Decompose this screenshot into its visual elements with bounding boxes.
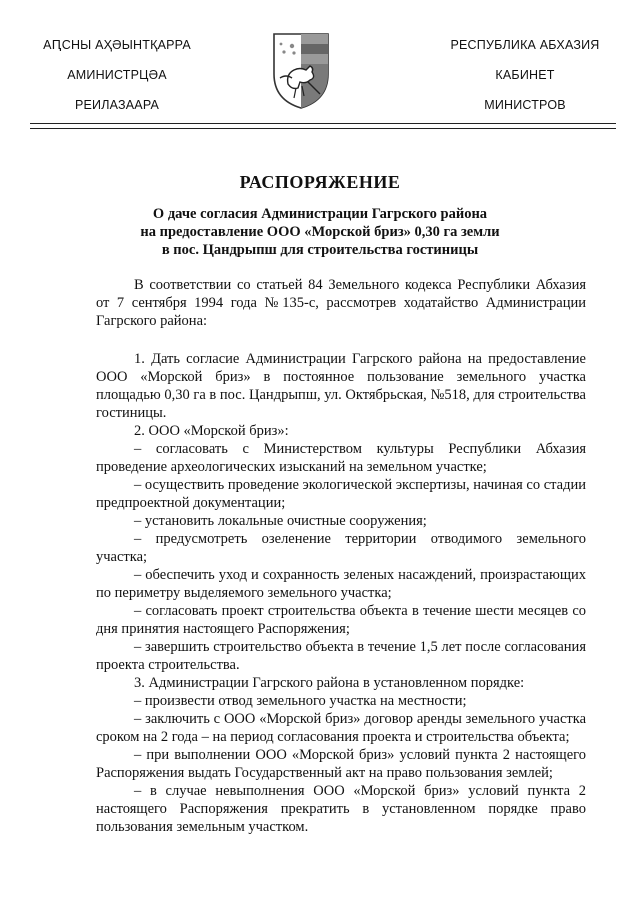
paragraph: – согласовать с Министерством культуры Республики Абхазия проведение археологических изысканий на земельном участке;: [96, 441, 586, 475]
paragraph: – при выполнении ООО «Морской бриз» условий пункта 2 настоящего Распоряжения выдать Государственный акт на право пользования землей;: [96, 747, 586, 781]
letterhead-russian-line: РЕСПУБЛИКА АБХАЗИЯ: [450, 38, 600, 52]
letterhead-russian-line: КАБИНЕТ: [495, 68, 555, 82]
paragraph: – предусмотреть озеленение территории отводимого земельного участка;: [96, 531, 586, 565]
paragraph: – произвести отвод земельного участка на местности;: [134, 693, 467, 709]
header-divider: [30, 128, 616, 129]
paragraph: 1. Дать согласие Администрации Гагрского района на предоставление ООО «Морской бриз» в постоянное пользование земельного участка площадью 0,30 га в пос. Цандрыпш, ул. Октябрьская, №518, для строительства гостиницы.: [96, 351, 586, 421]
coat-of-arms-icon: [270, 30, 332, 110]
subject-line: О даче согласия Администрации Гагрского района: [152, 206, 488, 222]
paragraph: 3. Администрации Гагрского района в установленном порядке:: [134, 675, 525, 691]
paragraph: – завершить строительство объекта в течение 1,5 лет после согласования проекта строительства.: [96, 639, 586, 673]
letterhead: [0, 0, 640, 130]
subject-line: в пос. Цандрыпш для строительства гостиницы: [161, 242, 479, 258]
paragraph: – обеспечить уход и сохранность зеленых насаждений, произрастающих по периметру выделяемого земельного участка;: [96, 567, 586, 601]
letterhead-abkhaz-line: АМИНИСТРЦӘА: [67, 68, 167, 82]
paragraph: 2. ООО «Морской бриз»:: [134, 423, 289, 439]
subject-line: на предоставление ООО «Морской бриз» 0,30 га земли: [140, 224, 500, 240]
paragraph: – заключить с ООО «Морской бриз» договор аренды земельного участка сроком на 2 года – на период согласования проекта и строительства объекта;: [96, 711, 586, 745]
document-title: РАСПОРЯЖЕНИЕ: [239, 172, 401, 192]
paragraph: – осуществить проведение экологической экспертизы, начиная со стадии предпроектной документации;: [96, 477, 586, 511]
letterhead-russian: [440, 36, 610, 126]
letterhead-abkhaz-line: РЕИЛАЗААРА: [74, 98, 160, 112]
letterhead-abkhaz-line: АԤСНЫ АҲӘЫНТҚАРРА: [43, 38, 191, 52]
paragraph: – согласовать проект строительства объекта в течение шести месяцев со дня принятия настоящего Распоряжения;: [96, 603, 586, 637]
letterhead-russian-line: МИНИСТРОВ: [484, 98, 566, 112]
preamble: В соответствии со статьей 84 Земельного кодекса Республики Абхазия от 7 сентября 1994 года №135-с, рассмотрев ходатайство Администрации Гагрского района:: [96, 277, 586, 329]
document-subject: [90, 205, 550, 259]
header-divider: [30, 123, 616, 124]
paragraph: – в случае невыполнения ООО «Морской бриз» условий пункта 2 настоящего Распоряжения прекратить в установленном порядке право пользования земельным участком.: [96, 783, 586, 835]
paragraph: – установить локальные очистные сооружения;: [134, 513, 427, 529]
document-body: [96, 276, 586, 836]
letterhead-abkhaz: [32, 36, 202, 126]
